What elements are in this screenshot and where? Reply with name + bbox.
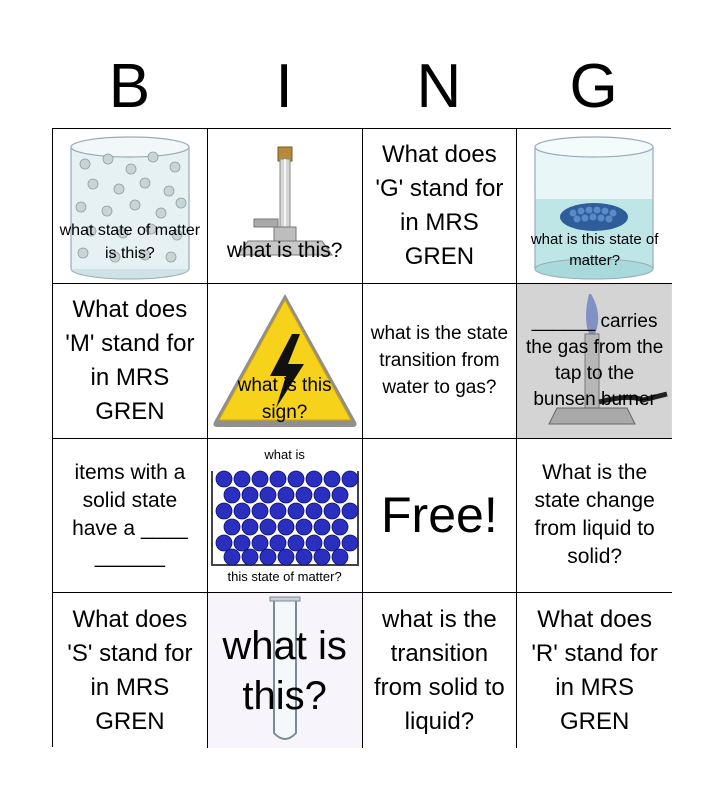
particle	[260, 549, 276, 565]
header-letter-b: B	[108, 52, 151, 121]
bingo-grid	[52, 128, 671, 747]
cell-r0c0-text: what state of matter is this?	[59, 222, 201, 262]
cell-r3c2[interactable]	[363, 593, 518, 748]
particle	[270, 503, 286, 519]
particle	[278, 549, 294, 565]
particle	[260, 519, 276, 535]
cell-r1c2-text: what is the state transition from water to gas?	[370, 323, 509, 399]
particle	[324, 471, 340, 487]
particle	[296, 549, 312, 565]
cell-r2c3[interactable]	[517, 439, 672, 594]
particle	[234, 535, 250, 551]
cell-r3c0-text: What does 'S' stand for in MRS GREN	[67, 605, 193, 735]
particle	[314, 549, 330, 565]
particle	[288, 471, 304, 487]
particle	[224, 549, 240, 565]
particle	[252, 503, 268, 519]
cell-r0c2-text: What does 'G' stand for in MRS GREN	[375, 140, 504, 270]
cell-r2c3-text: What is the state change from liquid to solid?	[534, 461, 655, 569]
particle	[296, 519, 312, 535]
particle	[288, 503, 304, 519]
particle	[270, 471, 286, 487]
cell-r0c2[interactable]	[363, 129, 518, 284]
particle	[278, 487, 294, 503]
particle	[342, 535, 358, 551]
particle	[242, 519, 258, 535]
particle	[324, 503, 340, 519]
cell-r1c0-text: What does 'M' stand for in MRS GREN	[65, 295, 195, 425]
cell-r3c1[interactable]	[208, 593, 363, 748]
header-letter-i: I	[275, 52, 293, 121]
cell-r3c2-text: what is the transition from solid to liquid?	[374, 605, 505, 735]
particle	[216, 535, 232, 551]
cell-r2c2[interactable]	[363, 439, 518, 594]
cell-r0c3-text: what is this state of matter?	[530, 231, 659, 269]
particle	[234, 503, 250, 519]
header-letter-n: N	[416, 52, 462, 121]
cell-r0c1-text: what is this?	[226, 239, 343, 262]
cell-r2c1-top-text: what is	[264, 446, 305, 462]
particle	[252, 535, 268, 551]
cell-r1c0[interactable]	[53, 284, 208, 439]
particle	[306, 535, 322, 551]
particle	[260, 487, 276, 503]
cell-r3c0[interactable]	[53, 593, 208, 748]
cell-r2c1[interactable]	[208, 439, 363, 594]
header-letter-g: G	[569, 52, 618, 121]
particle	[342, 503, 358, 519]
particle	[314, 487, 330, 503]
cell-r2c0-text: items with a solid state have a ____ ______	[72, 461, 188, 569]
particle	[252, 471, 268, 487]
cell-r2c0[interactable]	[53, 439, 208, 594]
particle	[306, 471, 322, 487]
cell-r3c1-text: what is this?	[222, 623, 347, 718]
cell-r0c1[interactable]	[208, 129, 363, 284]
particle	[234, 471, 250, 487]
particle	[242, 487, 258, 503]
cell-r1c3[interactable]	[517, 284, 672, 439]
bingo-header	[52, 52, 671, 122]
particle	[306, 503, 322, 519]
cell-r1c3-text: ______ carries the gas from the tap to the bunsen burner	[525, 310, 664, 410]
particle	[314, 519, 330, 535]
cell-r0c3[interactable]	[517, 129, 672, 284]
particle	[278, 519, 294, 535]
particle	[288, 535, 304, 551]
particle	[270, 535, 286, 551]
particle	[332, 549, 348, 565]
particle	[332, 487, 348, 503]
cell-r1c1[interactable]	[208, 284, 363, 439]
particle	[342, 471, 358, 487]
free-space-text: Free!	[381, 487, 498, 544]
cell-r2c1-bottom-text: this state of matter?	[227, 568, 342, 584]
particle	[296, 487, 312, 503]
particle	[216, 503, 232, 519]
particle	[332, 519, 348, 535]
cell-r1c1-text: what is this sign?	[237, 374, 332, 423]
cell-r0c0[interactable]	[53, 129, 208, 284]
particle	[224, 519, 240, 535]
cell-r1c2[interactable]	[363, 284, 518, 439]
particle	[216, 471, 232, 487]
particle	[242, 549, 258, 565]
cell-r3c3-text: What does 'R' stand for in MRS GREN	[531, 605, 658, 735]
particle	[224, 487, 240, 503]
particle	[324, 535, 340, 551]
cell-r3c3[interactable]	[517, 593, 672, 748]
